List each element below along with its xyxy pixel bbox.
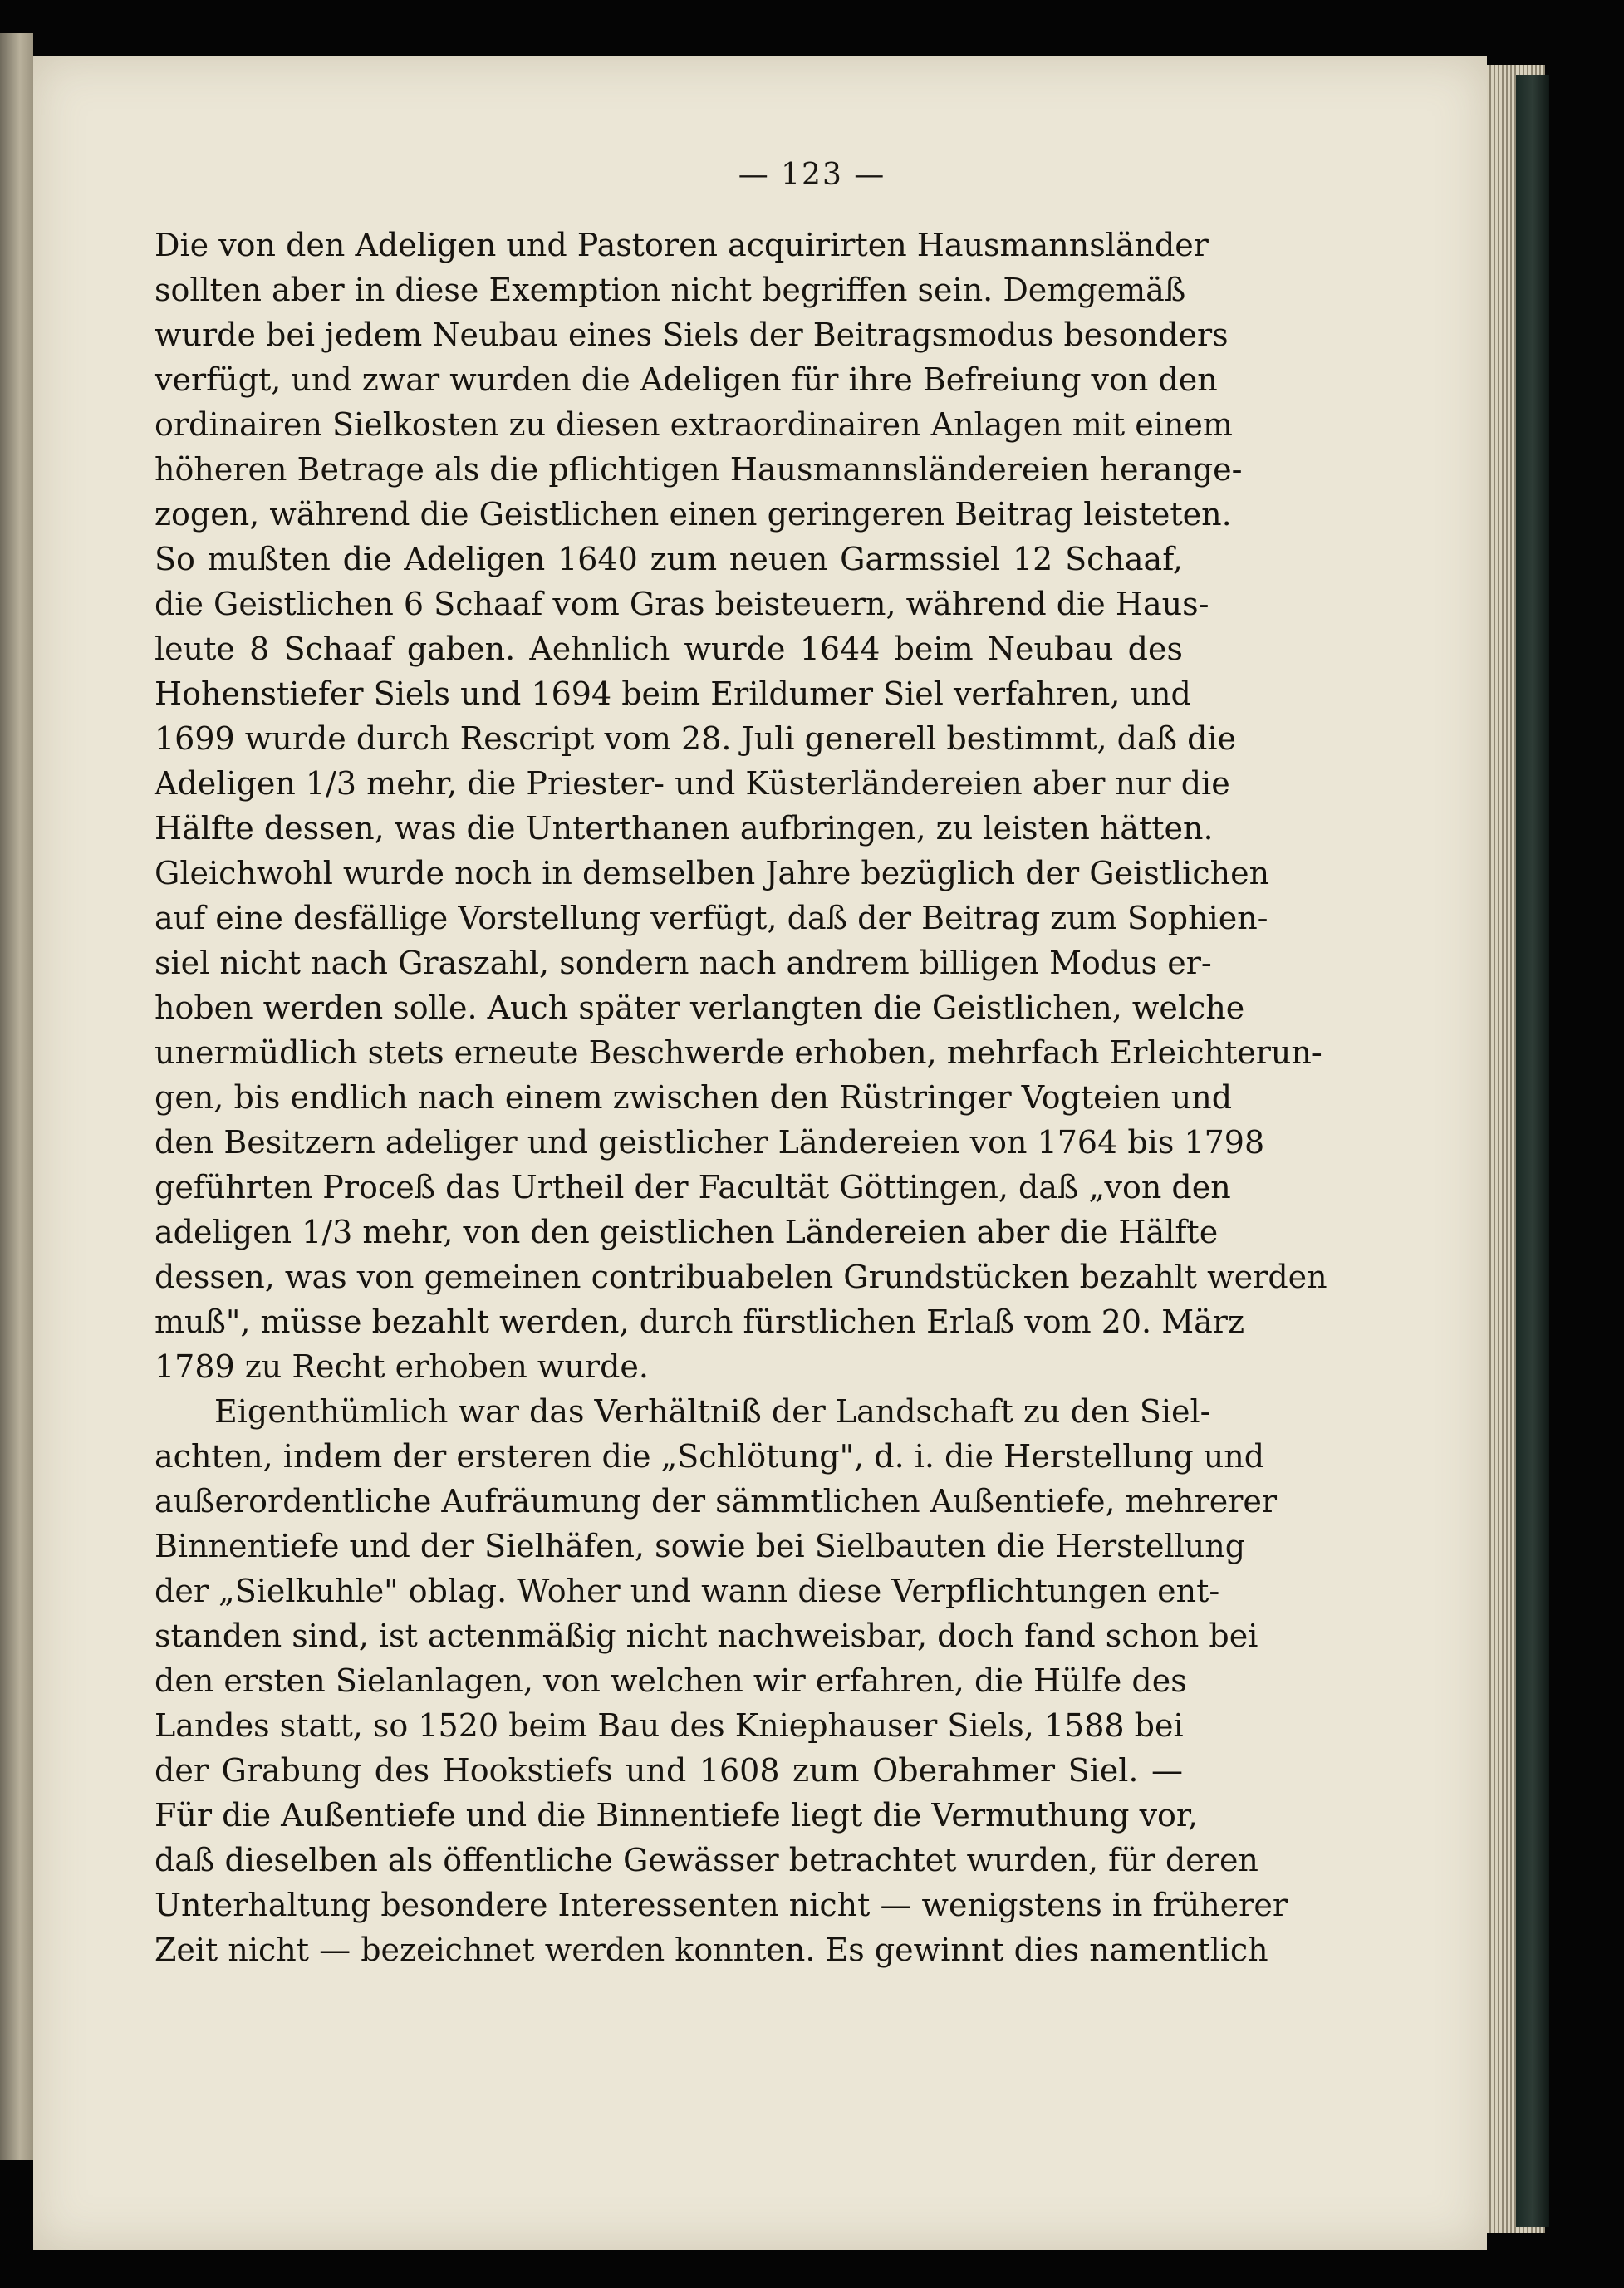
text-line: adeligen 1/3 mehr, von den geistlichen Ländereien aber die Hälfte: [155, 1214, 1219, 1250]
text-line: Die von den Adeligen und Pastoren acquirirten Hausmannsländer: [155, 227, 1209, 263]
text-line: verfügt, und zwar wurden die Adeligen für ihre Befreiung von den: [155, 361, 1218, 398]
text-line: den ersten Sielanlagen, von welchen wir erfahren, die Hülfe des: [155, 1662, 1187, 1699]
text-line: Unterhaltung besondere Interessenten nicht — wenigstens in früherer: [155, 1887, 1288, 1923]
page-number: — 123 —: [738, 158, 886, 192]
text-line: daß dieselben als öffentliche Gewässer betrachtet wurden, für deren: [155, 1842, 1258, 1878]
text-line: der Grabung des Hookstiefs und 1608 zum Oberahmer Siel. —: [155, 1752, 1183, 1789]
text-line: der „Sielkuhle" oblag. Woher und wann diese Verpflichtungen ent-: [155, 1573, 1220, 1609]
text-line: wurde bei jedem Neubau eines Siels der Beitragsmodus besonders: [155, 317, 1229, 353]
text-line: höheren Betrage als die pflichtigen Hausmannsländereien herange-: [155, 451, 1243, 488]
text-line: 1699 wurde durch Rescript vom 28. Juli generell bestimmt, daß die: [155, 720, 1237, 757]
text-line: Zeit nicht — bezeichnet werden konnten. Es gewinnt dies namentlich: [155, 1932, 1268, 1968]
text-line: muß", müsse bezahlt werden, durch fürstlichen Erlaß vom 20. März: [155, 1304, 1244, 1340]
left-page-edge: [0, 33, 33, 2160]
text-line: achten, indem der ersteren die „Schlötung", d. i. die Herstellung und: [155, 1438, 1265, 1475]
text-line: siel nicht nach Graszahl, sondern nach andrem billigen Modus er-: [155, 945, 1212, 981]
text-line: ordinairen Sielkosten zu diesen extraordinairen Anlagen mit einem: [155, 406, 1233, 443]
text-line: Adeligen 1/3 mehr, die Priester- und Küsterländereien aber nur die: [155, 765, 1230, 802]
text-line: So mußten die Adeligen 1640 zum neuen Garmssiel 12 Schaaf,: [155, 541, 1183, 577]
text-line: dessen, was von gemeinen contribuabelen Grundstücken bezahlt werden: [155, 1259, 1327, 1295]
text-line: gen, bis endlich nach einem zwischen den Rüstringer Vogteien und: [155, 1079, 1233, 1116]
book-cover-edge: [1516, 75, 1549, 2227]
text-line: zogen, während die Geistlichen einen geringeren Beitrag leisteten.: [155, 496, 1232, 533]
text-line: die Geistlichen 6 Schaaf vom Gras beisteuern, während die Haus-: [155, 586, 1209, 622]
text-line: außerordentliche Aufräumung der sämmtlichen Außentiefe, mehrerer: [155, 1483, 1278, 1520]
text-line: auf eine desfällige Vorstellung verfügt, daß der Beitrag zum Sophien-: [155, 900, 1268, 936]
text-line: Hälfte dessen, was die Unterthanen aufbringen, zu leisten hätten.: [155, 810, 1214, 847]
body-text: [155, 223, 1327, 1972]
text-line: unermüdlich stets erneute Beschwerde erhoben, mehrfach Erleichterun-: [155, 1034, 1322, 1071]
text-line: Landes statt, so 1520 beim Bau des Kniephauser Siels, 1588 bei: [155, 1707, 1184, 1744]
text-line: leute 8 Schaaf gaben. Aehnlich wurde 1644 beim Neubau des: [155, 631, 1183, 667]
text-line: Hohenstiefer Siels und 1694 beim Erildumer Siel verfahren, und: [155, 675, 1191, 712]
text-line: 1789 zu Recht erhoben wurde.: [155, 1348, 649, 1385]
text-line: sollten aber in diese Exemption nicht begriffen sein. Demgemäß: [155, 272, 1186, 308]
text-line: Für die Außentiefe und die Binnentiefe liegt die Vermuthung vor,: [155, 1797, 1199, 1834]
text-line: Gleichwohl wurde noch in demselben Jahre bezüglich der Geistlichen: [155, 855, 1270, 891]
text-line: den Besitzern adeliger und geistlicher Ländereien von 1764 bis 1798: [155, 1124, 1265, 1161]
text-line: standen sind, ist actenmäßig nicht nachweisbar, doch fand schon bei: [155, 1618, 1258, 1654]
text-line: Binnentiefe und der Sielhäfen, sowie bei Sielbauten die Herstellung: [155, 1528, 1246, 1564]
text-line: hoben werden solle. Auch später verlangten die Geistlichen, welche: [155, 989, 1245, 1026]
text-line: geführten Proceß das Urtheil der Facultät Göttingen, daß „von den: [155, 1169, 1231, 1205]
text-line: Eigenthümlich war das Verhältniß der Landschaft zu den Siel-: [214, 1393, 1211, 1430]
